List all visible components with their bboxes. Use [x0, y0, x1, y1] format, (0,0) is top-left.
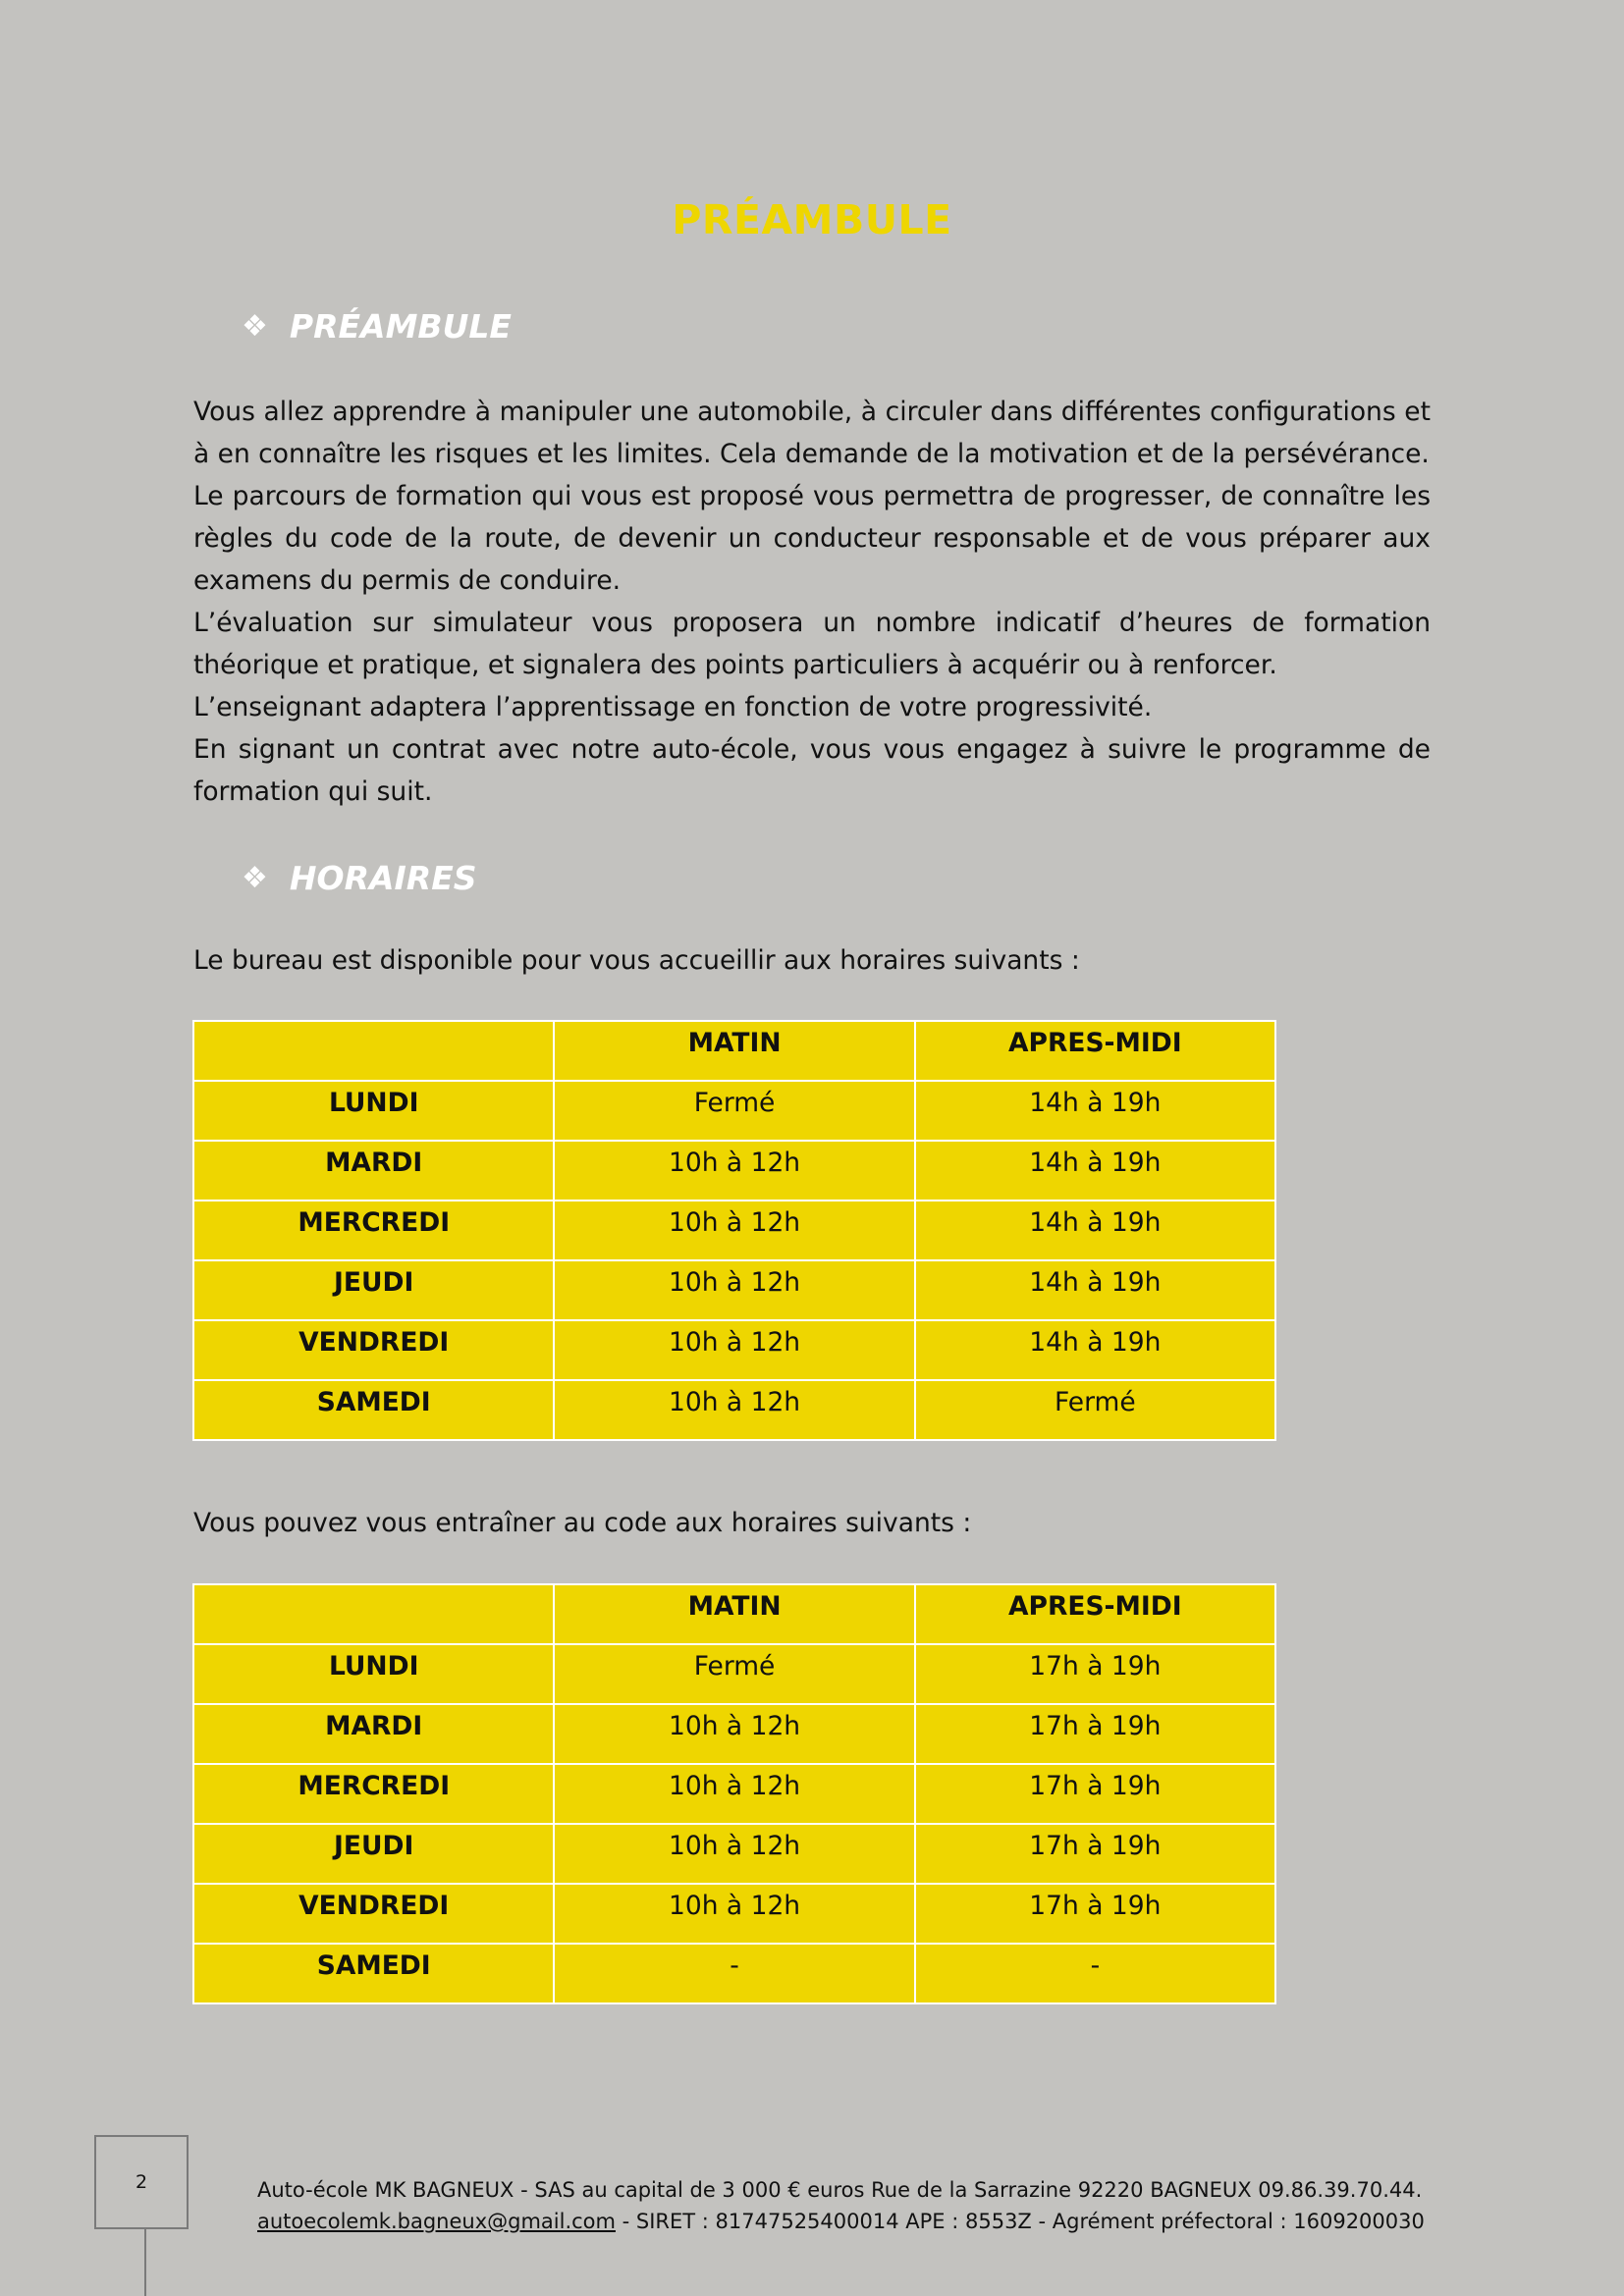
- morning-cell: 10h à 12h: [554, 1884, 914, 1944]
- day-cell: MARDI: [193, 1141, 554, 1201]
- afternoon-cell: 14h à 19h: [915, 1260, 1275, 1320]
- paragraph: L’évaluation sur simulateur vous proposera un nombre indicatif d’heures de formation théorique et pratique, et signalera des points particuliers à acquérir ou à renforcer.: [193, 608, 1431, 680]
- footer-line-1: Auto-école MK BAGNEUX - SAS au capital de 3 000 € euros Rue de la Sarrazine 92220 BAGNEUX 09.86.39.70.44.: [257, 2178, 1423, 2202]
- day-cell: MERCREDI: [193, 1764, 554, 1824]
- table-header-cell: MATIN: [554, 1021, 914, 1081]
- day-cell: VENDREDI: [193, 1884, 554, 1944]
- afternoon-cell: 17h à 19h: [915, 1824, 1275, 1884]
- table-row: [193, 1260, 1275, 1320]
- table-header-cell: MATIN: [554, 1584, 914, 1644]
- section-heading-label: PRÉAMBULE: [289, 307, 512, 346]
- morning-cell: 10h à 12h: [554, 1380, 914, 1440]
- paragraph: Le parcours de formation qui vous est proposé vous permettra de progresser, de connaître les règles du code de la route, de devenir un conducteur responsable et de vous préparer aux examens du permis de conduire.: [193, 481, 1431, 596]
- diamond-bullet-icon: ❖: [242, 861, 268, 895]
- table-header-cell: [193, 1021, 554, 1081]
- paragraph: Vous allez apprendre à manipuler une automobile, à circuler dans différentes configurations et à en connaître les risques et les limites. Cela demande de la motivation et de la persévérance.: [193, 397, 1431, 469]
- code-hours-table: [192, 1583, 1276, 2004]
- afternoon-cell: 17h à 19h: [915, 1764, 1275, 1824]
- morning-cell: 10h à 12h: [554, 1704, 914, 1764]
- morning-cell: Fermé: [554, 1081, 914, 1141]
- morning-cell: 10h à 12h: [554, 1201, 914, 1260]
- day-cell: SAMEDI: [193, 1380, 554, 1440]
- table-header-cell: APRES-MIDI: [915, 1584, 1275, 1644]
- footer-text: [257, 2174, 1425, 2237]
- morning-cell: -: [554, 1944, 914, 2003]
- afternoon-cell: 14h à 19h: [915, 1081, 1275, 1141]
- afternoon-cell: 14h à 19h: [915, 1141, 1275, 1201]
- morning-cell: 10h à 12h: [554, 1764, 914, 1824]
- day-cell: MERCREDI: [193, 1201, 554, 1260]
- morning-cell: 10h à 12h: [554, 1260, 914, 1320]
- day-cell: JEUDI: [193, 1260, 554, 1320]
- table-row: [193, 1764, 1275, 1824]
- afternoon-cell: 17h à 19h: [915, 1704, 1275, 1764]
- table-row: [193, 1884, 1275, 1944]
- afternoon-cell: 17h à 19h: [915, 1644, 1275, 1704]
- table-row: [193, 1944, 1275, 2003]
- bureau-hours-table: [192, 1020, 1276, 1441]
- footer-line-2: [257, 2206, 1425, 2237]
- day-cell: MARDI: [193, 1704, 554, 1764]
- afternoon-cell: 17h à 19h: [915, 1884, 1275, 1944]
- morning-cell: 10h à 12h: [554, 1824, 914, 1884]
- afternoon-cell: 14h à 19h: [915, 1320, 1275, 1380]
- section-heading-preambule: [242, 307, 512, 346]
- section-heading-label: HORAIRES: [289, 859, 477, 897]
- day-cell: SAMEDI: [193, 1944, 554, 2003]
- morning-cell: 10h à 12h: [554, 1320, 914, 1380]
- footer-divider: [144, 2229, 146, 2296]
- page-title: PRÉAMBULE: [672, 196, 952, 243]
- afternoon-cell: 14h à 19h: [915, 1201, 1275, 1260]
- table-row: [193, 1081, 1275, 1141]
- footer-legal-info: - SIRET : 81747525400014 APE : 8553Z - Agrément préfectoral : 1609200030: [615, 2210, 1425, 2233]
- morning-cell: Fermé: [554, 1644, 914, 1704]
- code-intro: Vous pouvez vous entraîner au code aux horaires suivants :: [193, 1508, 972, 1538]
- section-heading-horaires: [242, 859, 477, 897]
- paragraph: En signant un contrat avec notre auto-école, vous vous engagez à suivre le programme de formation qui suit.: [193, 734, 1431, 807]
- afternoon-cell: Fermé: [915, 1380, 1275, 1440]
- table-row: [193, 1201, 1275, 1260]
- table-row: [193, 1824, 1275, 1884]
- bureau-intro: Le bureau est disponible pour vous accueillir aux horaires suivants :: [193, 945, 1080, 976]
- table-row: [193, 1380, 1275, 1440]
- table-row: [193, 1704, 1275, 1764]
- paragraph: L’enseignant adaptera l’apprentissage en fonction de votre progressivité.: [193, 692, 1153, 722]
- preambule-body: [193, 391, 1431, 813]
- day-cell: LUNDI: [193, 1644, 554, 1704]
- table-row: [193, 1644, 1275, 1704]
- table-header-cell: APRES-MIDI: [915, 1021, 1275, 1081]
- afternoon-cell: -: [915, 1944, 1275, 2003]
- diamond-bullet-icon: ❖: [242, 309, 268, 344]
- day-cell: LUNDI: [193, 1081, 554, 1141]
- page-number-box: [94, 2135, 189, 2229]
- morning-cell: 10h à 12h: [554, 1141, 914, 1201]
- table-header-row: [193, 1021, 1275, 1081]
- table-header-row: [193, 1584, 1275, 1644]
- table-row: [193, 1320, 1275, 1380]
- page-number: 2: [135, 2171, 148, 2193]
- footer-email-link[interactable]: autoecolemk.bagneux@gmail.com: [257, 2210, 616, 2233]
- table-header-cell: [193, 1584, 554, 1644]
- day-cell: JEUDI: [193, 1824, 554, 1884]
- day-cell: VENDREDI: [193, 1320, 554, 1380]
- table-row: [193, 1141, 1275, 1201]
